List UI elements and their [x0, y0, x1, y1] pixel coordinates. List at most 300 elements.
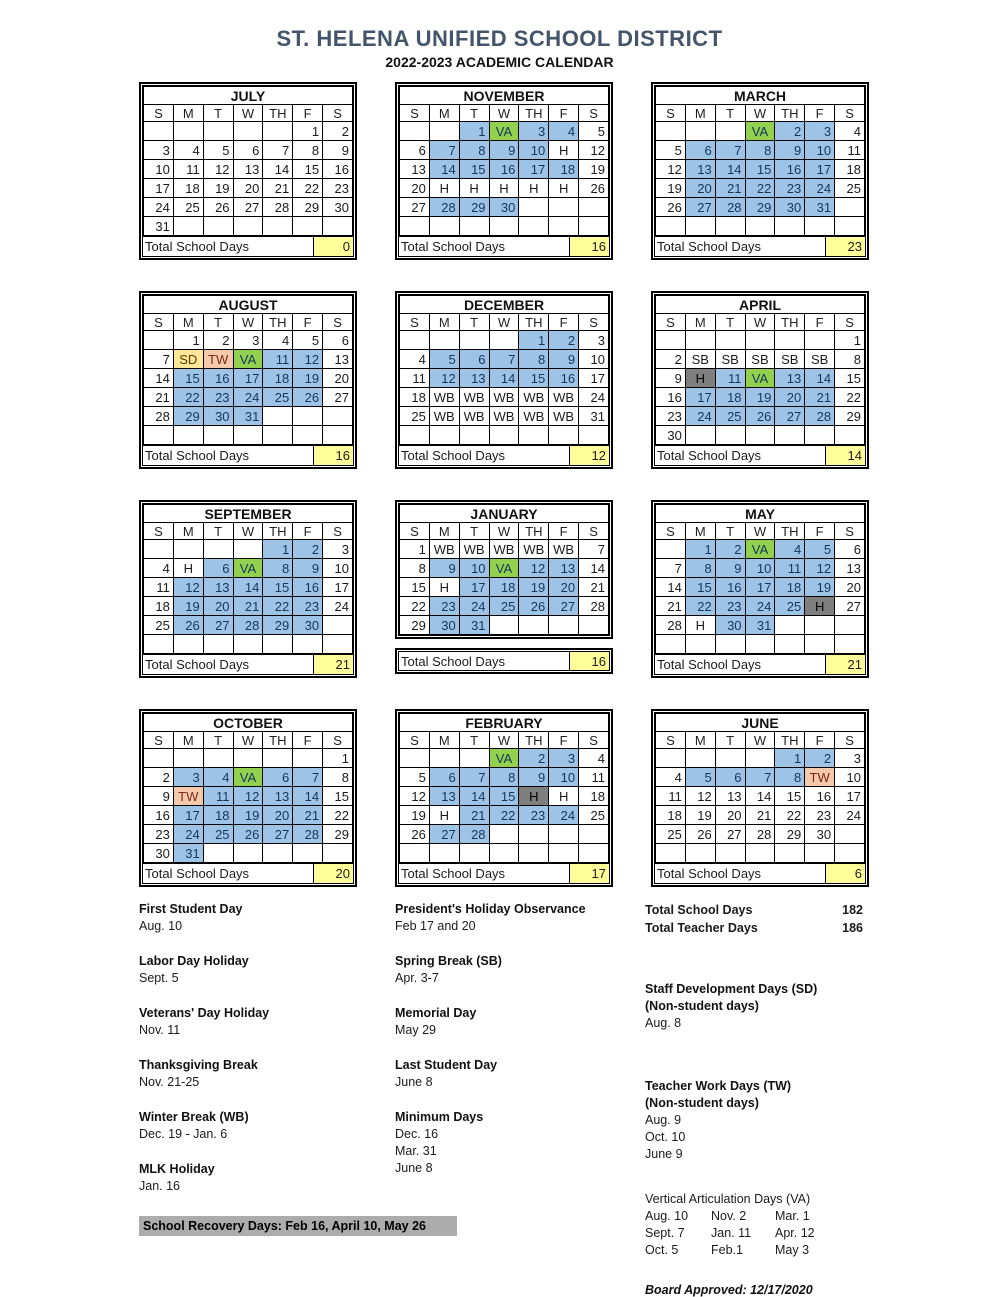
empty-cell [233, 540, 263, 559]
day-cell: 30 [656, 426, 686, 445]
total-label: Total School Days [145, 239, 250, 254]
day-cell: 21 [745, 806, 775, 825]
day-cell: 17 [685, 388, 715, 407]
empty-cell [233, 122, 263, 141]
day-cell: 29 [835, 407, 865, 426]
day-cell: 2 [203, 331, 233, 350]
day-cell: 6 [835, 540, 865, 559]
day-cell: 7 [263, 141, 293, 160]
month-october [139, 709, 357, 887]
total-label: Total School Days [145, 866, 250, 881]
day-cell: 12 [233, 787, 263, 806]
day-cell: 20 [549, 578, 579, 597]
month-november [395, 82, 613, 260]
day-cell: 27 [685, 198, 715, 217]
day-cell: 1 [293, 122, 323, 141]
empty-cell [323, 635, 353, 654]
weekday-header: S [400, 314, 430, 331]
note-title: Winter Break (WB) [139, 1110, 249, 1124]
day-cell: 5 [656, 141, 686, 160]
day-cell: 14 [263, 160, 293, 179]
month-table [143, 504, 353, 654]
day-cell: 11 [203, 787, 233, 806]
day-cell: H [685, 616, 715, 635]
day-cell: 26 [203, 198, 233, 217]
day-cell: WB [429, 540, 459, 559]
empty-cell [745, 749, 775, 768]
day-cell: 20 [835, 578, 865, 597]
month-title: MAY [656, 505, 865, 523]
weekday-header: S [579, 523, 609, 540]
note-title: MLK Holiday [139, 1162, 215, 1176]
day-cell: 12 [293, 350, 323, 369]
day-cell: 24 [233, 388, 263, 407]
month-title: DECEMBER [400, 296, 609, 314]
month-table [143, 713, 353, 863]
day-cell: 3 [323, 540, 353, 559]
school-recovery-days-bar: School Recovery Days: Feb 16, April 10, May 26 [139, 1216, 457, 1236]
note-title: Veterans' Day Holiday [139, 1006, 270, 1020]
day-cell: 22 [489, 806, 519, 825]
total-school-days-row [399, 445, 609, 465]
day-cell: 26 [745, 407, 775, 426]
day-cell: 31 [805, 198, 835, 217]
empty-cell [323, 616, 353, 635]
day-cell: 7 [489, 350, 519, 369]
note-block [139, 953, 395, 987]
day-cell: 21 [459, 806, 489, 825]
note-block [645, 1078, 863, 1163]
weekday-header: W [745, 523, 775, 540]
day-cell: 7 [459, 768, 489, 787]
day-cell: 11 [715, 369, 745, 388]
total-summary-value: 186 [842, 921, 863, 935]
day-cell: 24 [144, 198, 174, 217]
day-cell: 30 [203, 407, 233, 426]
va-date: Oct. 5 [645, 1243, 679, 1257]
notes-column-1 [139, 901, 395, 1297]
empty-cell [323, 217, 353, 236]
day-cell: 13 [323, 350, 353, 369]
day-cell: 13 [233, 160, 263, 179]
empty-cell [144, 540, 174, 559]
day-cell: 14 [715, 160, 745, 179]
day-cell: H [489, 179, 519, 198]
notes-column-3 [645, 901, 863, 1297]
empty-cell [805, 331, 835, 350]
weekday-header: F [293, 732, 323, 749]
month-table [399, 713, 609, 863]
day-cell: 12 [519, 559, 549, 578]
weekday-header: M [685, 105, 715, 122]
day-cell: 4 [173, 141, 203, 160]
day-cell: 6 [685, 141, 715, 160]
day-cell: 16 [715, 578, 745, 597]
weekday-header: W [233, 314, 263, 331]
empty-cell [263, 122, 293, 141]
total-label: Total School Days [657, 448, 762, 463]
total-label: Total School Days [657, 866, 762, 881]
day-cell: 29 [293, 198, 323, 217]
day-cell: 28 [656, 616, 686, 635]
day-cell: 13 [549, 559, 579, 578]
day-cell: 3 [579, 331, 609, 350]
day-cell: SB [805, 350, 835, 369]
day-cell: 25 [489, 597, 519, 616]
total-value: 21 [313, 655, 353, 674]
note-title: First Student Day [139, 902, 243, 916]
day-cell: 18 [203, 806, 233, 825]
day-cell: 2 [293, 540, 323, 559]
month-august [139, 291, 357, 469]
total-label: Total School Days [657, 657, 762, 672]
day-cell: 21 [715, 179, 745, 198]
day-cell: 6 [429, 768, 459, 787]
weekday-header: F [805, 732, 835, 749]
day-cell: 28 [745, 825, 775, 844]
va-title: Vertical Articulation Days (VA) [645, 1192, 811, 1206]
weekday-header: TH [519, 314, 549, 331]
day-cell: 14 [233, 578, 263, 597]
weekday-header: S [323, 523, 353, 540]
total-value: 23 [825, 237, 865, 256]
day-cell: H [429, 179, 459, 198]
day-cell: 29 [173, 407, 203, 426]
weekday-header: T [715, 105, 745, 122]
day-cell: WB [549, 540, 579, 559]
va-date: Sept. 7 [645, 1226, 685, 1240]
day-cell: 6 [459, 350, 489, 369]
day-cell: 9 [519, 768, 549, 787]
month-title: JUNE [656, 714, 865, 732]
day-cell: 29 [459, 198, 489, 217]
day-cell: H [549, 179, 579, 198]
day-cell: 22 [293, 179, 323, 198]
note-block [139, 1161, 395, 1195]
day-cell: 22 [263, 597, 293, 616]
empty-cell [685, 635, 715, 654]
day-cell: 7 [579, 540, 609, 559]
weekday-header: S [400, 732, 430, 749]
va-date: Aug. 10 [645, 1209, 689, 1223]
day-cell: VA [745, 540, 775, 559]
empty-cell [775, 635, 805, 654]
day-cell: 7 [656, 559, 686, 578]
weekday-header: S [656, 105, 686, 122]
total-school-days-row [143, 654, 353, 674]
day-cell: 19 [233, 806, 263, 825]
day-cell: 12 [656, 160, 686, 179]
month-title: SEPTEMBER [144, 505, 353, 523]
day-cell: TW [203, 350, 233, 369]
month-july [139, 82, 357, 260]
day-cell: 4 [144, 559, 174, 578]
day-cell: 29 [323, 825, 353, 844]
day-cell: 25 [775, 597, 805, 616]
note-block [139, 901, 395, 935]
total-label: Total School Days [401, 866, 506, 881]
empty-cell [400, 426, 430, 445]
day-cell: 4 [549, 122, 579, 141]
note-block [395, 1057, 645, 1091]
day-cell: 9 [715, 559, 745, 578]
day-cell: 5 [579, 122, 609, 141]
weekday-header: M [429, 523, 459, 540]
empty-cell [459, 844, 489, 863]
day-cell: 7 [293, 768, 323, 787]
month-may [651, 500, 869, 678]
day-cell: 12 [685, 787, 715, 806]
day-cell: 19 [745, 388, 775, 407]
day-cell: 6 [323, 331, 353, 350]
empty-cell [400, 122, 430, 141]
empty-cell [685, 331, 715, 350]
empty-cell [775, 616, 805, 635]
day-cell: 8 [775, 768, 805, 787]
empty-cell [579, 844, 609, 863]
weekday-header: S [835, 732, 865, 749]
day-cell: WB [429, 407, 459, 426]
note-line: Dec. 16 [395, 1127, 439, 1141]
va-date: Nov. 2 [711, 1209, 747, 1223]
day-cell: 18 [656, 806, 686, 825]
total-school-days-row [655, 654, 865, 674]
day-cell: 28 [293, 825, 323, 844]
day-cell: 24 [835, 806, 865, 825]
day-cell: 18 [489, 578, 519, 597]
day-cell: 8 [400, 559, 430, 578]
month-border [139, 709, 357, 887]
day-cell: 15 [323, 787, 353, 806]
empty-cell [323, 844, 353, 863]
total-school-days-row [655, 445, 865, 465]
day-cell: 9 [323, 141, 353, 160]
day-cell: 24 [745, 597, 775, 616]
day-cell: 28 [233, 616, 263, 635]
empty-cell [459, 749, 489, 768]
note-title: Last Student Day [395, 1058, 498, 1072]
note-block [139, 1109, 395, 1143]
empty-cell [429, 122, 459, 141]
day-cell: 29 [263, 616, 293, 635]
day-cell: 7 [745, 768, 775, 787]
weekday-header: F [549, 105, 579, 122]
day-cell: 25 [579, 806, 609, 825]
day-cell: 17 [323, 578, 353, 597]
day-cell: SB [745, 350, 775, 369]
day-cell: 14 [489, 369, 519, 388]
day-cell: 2 [656, 350, 686, 369]
empty-cell [805, 616, 835, 635]
day-cell: 1 [685, 540, 715, 559]
day-cell: 23 [293, 597, 323, 616]
day-cell: 1 [519, 331, 549, 350]
day-cell: 15 [293, 160, 323, 179]
empty-cell [263, 407, 293, 426]
empty-cell [715, 217, 745, 236]
day-cell: 5 [400, 768, 430, 787]
day-cell: 16 [549, 369, 579, 388]
day-cell: 28 [459, 825, 489, 844]
day-cell: 17 [745, 578, 775, 597]
day-cell: 20 [323, 369, 353, 388]
empty-cell [489, 217, 519, 236]
empty-cell [519, 825, 549, 844]
empty-cell [579, 217, 609, 236]
day-cell: 18 [263, 369, 293, 388]
empty-cell [203, 122, 233, 141]
day-cell: 25 [203, 825, 233, 844]
weekday-header: TH [775, 105, 805, 122]
day-cell: 10 [835, 768, 865, 787]
day-cell: 22 [685, 597, 715, 616]
day-cell: 8 [685, 559, 715, 578]
day-cell: 3 [519, 122, 549, 141]
day-cell: 20 [775, 388, 805, 407]
empty-cell [685, 122, 715, 141]
empty-cell [685, 749, 715, 768]
weekday-header: F [549, 523, 579, 540]
total-school-days-row [655, 863, 865, 883]
day-cell: 5 [805, 540, 835, 559]
month-border [651, 82, 869, 260]
empty-cell [549, 426, 579, 445]
total-school-days-row [399, 236, 609, 256]
empty-cell [233, 844, 263, 863]
empty-cell [519, 217, 549, 236]
empty-cell [263, 217, 293, 236]
day-cell: 31 [173, 844, 203, 863]
empty-cell [233, 217, 263, 236]
day-cell: 28 [429, 198, 459, 217]
total-value: 17 [569, 864, 609, 883]
weekday-header: F [293, 105, 323, 122]
total-label: Total School Days [145, 448, 250, 463]
weekday-header: TH [775, 523, 805, 540]
empty-cell [144, 122, 174, 141]
note-line: Sept. 5 [139, 971, 179, 985]
weekday-header: T [715, 314, 745, 331]
day-cell: 10 [549, 768, 579, 787]
month-border [395, 291, 613, 469]
day-cell: 9 [656, 369, 686, 388]
day-cell: 30 [144, 844, 174, 863]
month-border [139, 82, 357, 260]
empty-cell [173, 635, 203, 654]
weekday-header: W [233, 105, 263, 122]
empty-cell [429, 749, 459, 768]
weekday-header: M [173, 314, 203, 331]
empty-cell [144, 635, 174, 654]
day-cell: SB [775, 350, 805, 369]
empty-cell [263, 635, 293, 654]
day-cell: 21 [263, 179, 293, 198]
empty-cell [459, 426, 489, 445]
day-cell: 2 [144, 768, 174, 787]
note-subtitle: (Non-student days) [645, 999, 759, 1013]
day-cell: 26 [579, 179, 609, 198]
day-cell: 18 [715, 388, 745, 407]
day-cell: 19 [519, 578, 549, 597]
empty-cell [144, 749, 174, 768]
notes-section [139, 901, 999, 1297]
day-cell: 12 [173, 578, 203, 597]
note-block [645, 981, 863, 1032]
day-cell: 17 [519, 160, 549, 179]
day-cell: H [549, 141, 579, 160]
empty-cell [323, 407, 353, 426]
day-cell: 26 [293, 388, 323, 407]
empty-cell [805, 635, 835, 654]
day-cell: 3 [549, 749, 579, 768]
day-cell: 12 [203, 160, 233, 179]
empty-cell [429, 217, 459, 236]
day-cell: 18 [835, 160, 865, 179]
month-title: AUGUST [144, 296, 353, 314]
day-cell: 30 [293, 616, 323, 635]
vertical-articulation-block [645, 1191, 863, 1259]
day-cell: 30 [715, 616, 745, 635]
day-cell: 13 [685, 160, 715, 179]
empty-cell [835, 426, 865, 445]
empty-cell [805, 217, 835, 236]
month-table [143, 86, 353, 236]
weekday-header: W [745, 105, 775, 122]
day-cell: 1 [263, 540, 293, 559]
day-cell: 5 [203, 141, 233, 160]
day-cell: 18 [775, 578, 805, 597]
day-cell: 8 [323, 768, 353, 787]
day-cell: 1 [775, 749, 805, 768]
weekday-header: S [400, 523, 430, 540]
day-cell: 1 [835, 331, 865, 350]
day-cell: 19 [400, 806, 430, 825]
day-cell: 17 [173, 806, 203, 825]
day-cell: 9 [144, 787, 174, 806]
day-cell: 25 [715, 407, 745, 426]
total-value: 12 [569, 446, 609, 465]
total-label: Total School Days [657, 239, 762, 254]
empty-cell [715, 844, 745, 863]
day-cell: 2 [323, 122, 353, 141]
day-cell: 31 [745, 616, 775, 635]
day-cell: 18 [579, 787, 609, 806]
weekday-header: M [429, 105, 459, 122]
weekday-header: TH [263, 732, 293, 749]
day-cell: 7 [144, 350, 174, 369]
day-cell: 19 [203, 179, 233, 198]
weekday-header: TH [263, 523, 293, 540]
empty-cell [489, 331, 519, 350]
day-cell: 8 [835, 350, 865, 369]
weekday-header: S [579, 105, 609, 122]
weekday-header: T [459, 732, 489, 749]
weekday-header: M [173, 732, 203, 749]
weekday-header: M [685, 314, 715, 331]
note-block [139, 1057, 395, 1091]
empty-cell [685, 844, 715, 863]
day-cell: 18 [173, 179, 203, 198]
day-cell: 29 [400, 616, 430, 635]
day-cell: 21 [579, 578, 609, 597]
day-cell: 10 [579, 350, 609, 369]
empty-cell [173, 122, 203, 141]
weekday-header: S [656, 314, 686, 331]
empty-cell [805, 426, 835, 445]
empty-cell [233, 749, 263, 768]
day-cell: 27 [203, 616, 233, 635]
empty-cell [173, 217, 203, 236]
